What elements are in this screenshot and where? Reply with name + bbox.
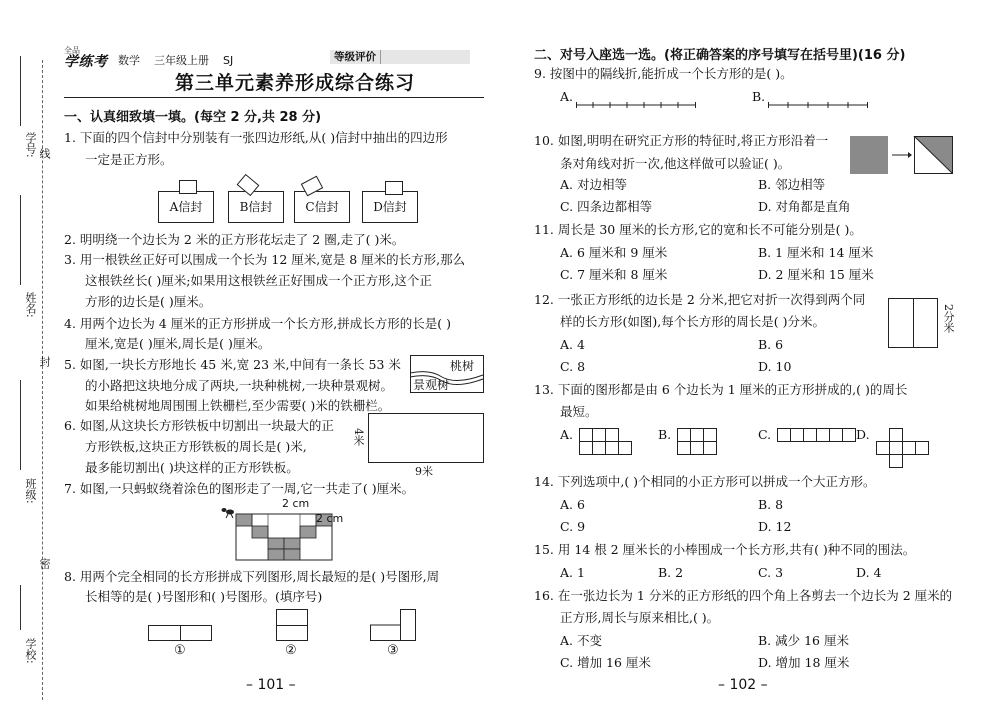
grade-eval-divider bbox=[380, 50, 381, 64]
q13-b-cell bbox=[690, 441, 704, 455]
q4-line1: 4. 用两个边长为 4 厘米的正方形拼成一个长方形,拼成长方形的长是( ) bbox=[64, 316, 452, 331]
q14-text: 14. 下列选项中,( )个相同的小正方形可以拼成一个大正方形。 bbox=[534, 474, 876, 489]
q13-option-b[interactable]: B. bbox=[658, 427, 672, 442]
q13-option-a[interactable]: A. bbox=[560, 427, 574, 442]
q5-scenic-label: 景观树 bbox=[413, 378, 450, 392]
class-underline bbox=[20, 380, 21, 470]
q9-fold-line-a-svg bbox=[576, 102, 696, 108]
q16-option-c[interactable]: C. 增加 16 厘米 bbox=[560, 655, 651, 670]
q10-option-b[interactable]: B. 邻边相等 bbox=[758, 177, 826, 192]
page-number-right: – 102 – bbox=[718, 677, 768, 693]
brand-logo-small: 全品 bbox=[64, 46, 80, 55]
q4-line2: 厘米,宽是( )厘米,周长是( )厘米。 bbox=[85, 336, 271, 351]
q12-option-d[interactable]: D. 10 bbox=[758, 359, 792, 374]
q13-c-cell bbox=[803, 428, 817, 442]
q8-figure-1-label: ① bbox=[174, 643, 186, 658]
q3-line3: 方形的边长是( )厘米。 bbox=[85, 294, 212, 309]
q8-figure-1[interactable] bbox=[148, 625, 212, 641]
q13-c-cell bbox=[816, 428, 830, 442]
envelope-a-card bbox=[179, 180, 197, 194]
school-label: 学校: bbox=[24, 638, 37, 664]
q10-fold-svg bbox=[850, 136, 954, 174]
q11-option-d[interactable]: D. 2 厘米和 15 厘米 bbox=[758, 267, 874, 282]
q9-fold-line-a bbox=[576, 96, 696, 102]
q9-option-b[interactable]: B. bbox=[752, 89, 766, 104]
q5-line1: 5. 如图,一块长方形地长 45 米,宽 23 米,中间有一条长 53 米 bbox=[64, 357, 401, 372]
book-info bbox=[118, 52, 233, 68]
q6-line3: 最多能切割出( )块这样的正方形铁板。 bbox=[85, 460, 299, 475]
q11-option-c[interactable]: C. 7 厘米和 8 厘米 bbox=[560, 267, 668, 282]
q7-line1: 7. 如图,一只蚂蚁绕着涂色的图形走了一周,它一共走了( )厘米。 bbox=[64, 481, 415, 496]
grade: 三年级上册 bbox=[154, 54, 209, 67]
q13-line2: 最短。 bbox=[560, 404, 598, 419]
name-label: 姓名: bbox=[24, 292, 37, 318]
envelope-c[interactable] bbox=[294, 191, 350, 223]
q13-d-cell bbox=[889, 454, 903, 468]
q13-b-cell bbox=[677, 441, 691, 455]
q16-line1: 16. 在一张边长为 1 分米的正方形纸的四个角上各剪去一个边长为 2 厘米的 bbox=[534, 588, 953, 603]
q8-figure-3-svg bbox=[370, 609, 416, 641]
q5-line2: 的小路把这块地分成了两块,一块种桃树,一块种景观树。 bbox=[85, 378, 393, 393]
school-underline bbox=[20, 585, 21, 630]
q8-figure-2[interactable] bbox=[276, 609, 308, 641]
q13-c-cell bbox=[790, 428, 804, 442]
q16-option-b[interactable]: B. 减少 16 厘米 bbox=[758, 633, 849, 648]
q10-option-d[interactable]: D. 对角都是直角 bbox=[758, 199, 851, 214]
q9-option-a[interactable]: A. bbox=[560, 89, 574, 104]
q5-peach-label: 桃树 bbox=[450, 359, 475, 373]
q16-line2: 正方形,周长与原来相比,( )。 bbox=[560, 610, 720, 625]
page-number-left: – 101 – bbox=[246, 677, 296, 693]
q13-option-c[interactable]: C. bbox=[758, 427, 772, 442]
q15-option-c[interactable]: C. 3 bbox=[758, 565, 784, 580]
q13-d-cell bbox=[889, 428, 903, 442]
q13-a-cell bbox=[605, 428, 619, 442]
q15-text: 15. 用 14 根 2 厘米长的小棒围成一个长方形,共有( )种不同的围法。 bbox=[534, 542, 916, 557]
q13-a-cell bbox=[592, 441, 606, 455]
class-label: 班级: bbox=[24, 478, 37, 504]
envelope-d[interactable] bbox=[362, 191, 418, 223]
ant-icon bbox=[222, 508, 235, 518]
q13-b-cell bbox=[690, 428, 704, 442]
edition: SJ bbox=[223, 54, 234, 67]
q12-side-label: 2分米 bbox=[942, 304, 955, 333]
q13-option-d[interactable]: D. bbox=[856, 427, 870, 442]
q8-line1: 8. 用两个完全相同的长方形拼成下列图形,周长最短的是( )号图形,周 bbox=[64, 569, 440, 584]
q13-c-cell bbox=[829, 428, 843, 442]
q13-b-cell bbox=[677, 428, 691, 442]
subject: 数学 bbox=[118, 54, 140, 67]
q13-c-cell bbox=[842, 428, 856, 442]
q13-a-cell bbox=[579, 428, 593, 442]
q13-d-cell bbox=[915, 441, 929, 455]
q13-d-cell bbox=[889, 441, 903, 455]
envelope-c-card bbox=[301, 176, 323, 197]
q11-option-b[interactable]: B. 1 厘米和 14 厘米 bbox=[758, 245, 874, 260]
q11-text: 11. 周长是 30 厘米的长方形,它的宽和长不可能分别是( )。 bbox=[534, 222, 862, 237]
q14-option-a[interactable]: A. 6 bbox=[560, 497, 585, 512]
q8-figure-1-divider bbox=[180, 626, 181, 640]
q6-iron-plate bbox=[368, 413, 484, 463]
q6-side-label: 4米 bbox=[352, 428, 365, 446]
q14-option-b[interactable]: B. 8 bbox=[758, 497, 784, 512]
envelope-c-label: C信封 bbox=[305, 200, 339, 214]
q6-line2: 方形铁板,这块正方形铁板的周长是( )米, bbox=[85, 439, 307, 454]
q12-line2: 样的长方形(如图),每个长方形的周长是( )分米。 bbox=[560, 314, 825, 329]
q13-a-cell bbox=[592, 428, 606, 442]
q8-figure-2-label: ② bbox=[285, 643, 297, 658]
q14-option-d[interactable]: D. 12 bbox=[758, 519, 792, 534]
q6-line1: 6. 如图,从这块长方形铁板中切割出一块最大的正 bbox=[64, 418, 334, 433]
brand-logo bbox=[64, 46, 108, 70]
brand-logo-main: 学练考 bbox=[64, 54, 108, 70]
q8-figure-3[interactable] bbox=[370, 609, 416, 641]
q10-option-c[interactable]: C. 四条边都相等 bbox=[560, 199, 653, 214]
q12-line1: 12. 一张正方形纸的边长是 2 分米,把它对折一次得到两个同 bbox=[534, 292, 866, 307]
q13-d-cell bbox=[902, 441, 916, 455]
q10-fold-diagram bbox=[850, 136, 954, 174]
q16-option-d[interactable]: D. 增加 18 厘米 bbox=[758, 655, 850, 670]
q13-a-cell bbox=[605, 441, 619, 455]
grade-eval-box[interactable] bbox=[330, 50, 470, 64]
q16-option-a[interactable]: A. 不变 bbox=[560, 633, 602, 648]
envelope-a-label: A信封 bbox=[169, 200, 203, 214]
q11-option-a[interactable]: A. 6 厘米和 9 厘米 bbox=[560, 245, 668, 260]
q15-option-d[interactable]: D. 4 bbox=[856, 565, 882, 580]
seal-mark-secret: 密 bbox=[38, 558, 51, 569]
header-rule bbox=[64, 97, 484, 98]
q10-line2: 条对角线对折一次,他这样做可以验证( )。 bbox=[560, 156, 791, 171]
q8-figure-3-label: ③ bbox=[387, 643, 399, 658]
page-title: 第三单元素养形成综合练习 bbox=[174, 72, 415, 94]
q9-fold-line-b bbox=[768, 96, 868, 102]
q7-side-label: 2 cm bbox=[316, 512, 344, 525]
q1-line2: 一定是正方形。 bbox=[85, 152, 173, 167]
q9-text: 9. 按图中的隔线折,能折成一个长方形的是( )。 bbox=[534, 66, 793, 81]
q13-a-cell bbox=[579, 441, 593, 455]
q9-fold-line-b-svg bbox=[768, 102, 868, 108]
q12-folded-paper bbox=[888, 298, 938, 348]
name-underline bbox=[20, 195, 21, 285]
q10-line1: 10. 如图,明明在研究正方形的特征时,将正方形沿着一 bbox=[534, 133, 829, 148]
student-id-label: 学号: bbox=[24, 132, 37, 158]
q13-line1: 13. 下面的图形都是由 6 个边长为 1 厘米的正方形拼成的,( )的周长 bbox=[534, 382, 908, 397]
envelope-b-label: B信封 bbox=[239, 200, 273, 214]
q8-figure-2-divider bbox=[277, 625, 307, 626]
q1-line1: 1. 下面的四个信封中分别装有一张四边形纸,从( )信封中抽出的四边形 bbox=[64, 130, 448, 145]
q13-a-cell bbox=[618, 441, 632, 455]
q13-d-cell bbox=[876, 441, 890, 455]
q14-option-c[interactable]: C. 9 bbox=[560, 519, 586, 534]
seal-mark-seal: 封 bbox=[38, 356, 51, 367]
q3-line2: 这根铁丝长( )厘米;如果用这根铁丝正好围成一个正方形,这个正 bbox=[85, 273, 432, 288]
q7-staircase-diagram bbox=[218, 497, 358, 562]
q7-top-label: 2 cm bbox=[282, 497, 310, 510]
envelope-b[interactable] bbox=[228, 191, 284, 223]
envelope-d-card bbox=[385, 181, 403, 195]
q3-line1: 3. 用一根铁丝正好可以围成一个长为 12 厘米,宽是 8 厘米的长方形,那么 bbox=[64, 252, 466, 267]
section-2-title: 二、对号入座选一选。(将正确答案的序号填写在括号里)(16 分) bbox=[534, 48, 906, 63]
q5-line3: 如果给桃树地周围围上铁栅栏,至少需要( )米的铁栅栏。 bbox=[85, 398, 391, 413]
q13-c-cell bbox=[777, 428, 791, 442]
student-id-underline bbox=[20, 56, 21, 126]
q13-b-cell bbox=[703, 441, 717, 455]
q13-b-cell bbox=[703, 428, 717, 442]
q12-fold-line bbox=[913, 299, 914, 347]
q12-option-a[interactable]: A. 4 bbox=[560, 337, 585, 352]
q5-field-diagram bbox=[410, 355, 484, 393]
q15-option-b[interactable]: B. 2 bbox=[658, 565, 684, 580]
q2-text: 2. 明明绕一个边长为 2 米的正方形花坛走了 2 圈,走了( )米。 bbox=[64, 232, 405, 247]
q10-option-a[interactable]: A. 对边相等 bbox=[560, 177, 627, 192]
grade-eval-label: 等级评价 bbox=[334, 51, 376, 63]
q6-bottom-label: 9米 bbox=[415, 465, 433, 478]
envelope-a[interactable] bbox=[158, 191, 214, 223]
section-1-title: 一、认真细致填一填。(每空 2 分,共 28 分) bbox=[64, 110, 322, 125]
envelope-b-card bbox=[237, 174, 260, 196]
q8-line2: 长相等的是( )号图形和( )号图形。(填序号) bbox=[85, 589, 323, 604]
q12-option-b[interactable]: B. 6 bbox=[758, 337, 784, 352]
q12-option-c[interactable]: C. 8 bbox=[560, 359, 586, 374]
seal-mark-line: 线 bbox=[38, 148, 51, 159]
q15-option-a[interactable]: A. 1 bbox=[560, 565, 585, 580]
envelope-d-label: D信封 bbox=[373, 200, 407, 214]
